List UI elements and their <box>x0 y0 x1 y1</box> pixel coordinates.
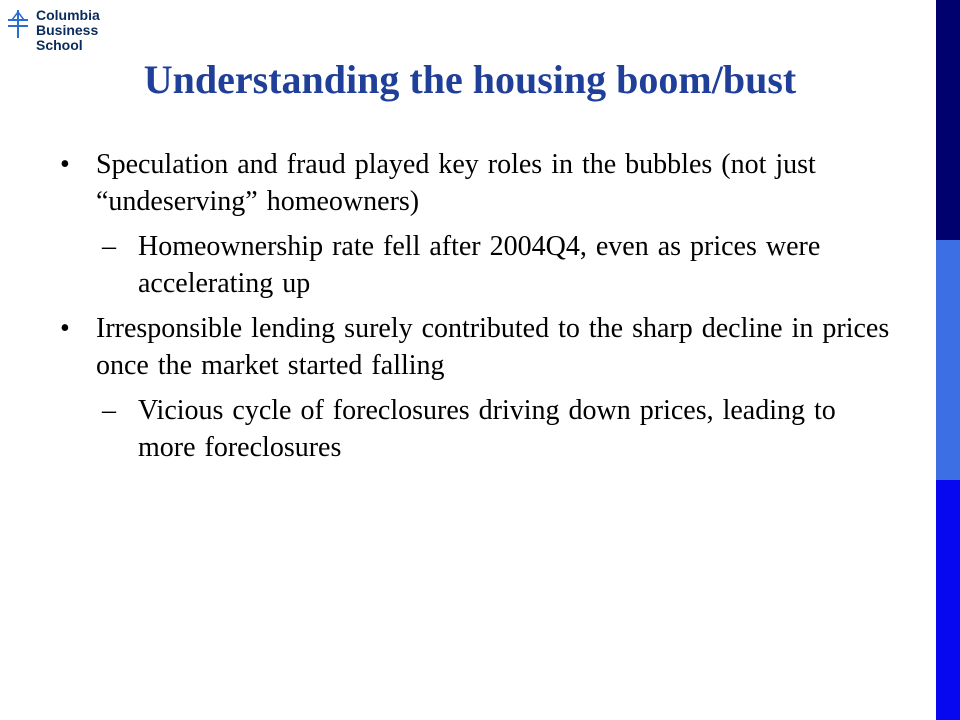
sub-bullet-text: Homeownership rate fell after 2004Q4, even as prices were accelerating up <box>138 231 821 299</box>
logo-line: Business <box>36 22 99 38</box>
sub-bullet-item <box>60 392 890 466</box>
side-bar-middle <box>936 240 960 480</box>
dash-marker: – <box>102 231 116 262</box>
bullet-marker: • <box>60 149 70 180</box>
bullet-text: Irresponsible lending surely contributed to the sharp decline in prices once the market started falling <box>96 313 890 381</box>
bullet-text: Speculation and fraud played key roles in the bubbles (not just “undeserving” homeowners) <box>96 149 816 217</box>
sub-bullet-text: Vicious cycle of foreclosures driving down prices, leading to more foreclosures <box>138 395 836 463</box>
side-bar-bottom <box>936 480 960 720</box>
bullet-item <box>60 310 890 384</box>
side-bar-top <box>936 0 960 240</box>
bullet-item <box>60 146 890 220</box>
columbia-business-school-logo <box>6 4 126 60</box>
logo-text <box>36 8 100 53</box>
slide-body <box>60 146 890 474</box>
logo-line: Columbia <box>36 7 100 23</box>
dash-marker: – <box>102 395 116 426</box>
sub-bullet-item <box>60 228 890 302</box>
logo-line: School <box>36 37 83 53</box>
columbia-crown-icon <box>6 8 30 40</box>
bullet-marker: • <box>60 313 70 344</box>
slide-title: Understanding the housing boom/bust <box>143 57 797 102</box>
